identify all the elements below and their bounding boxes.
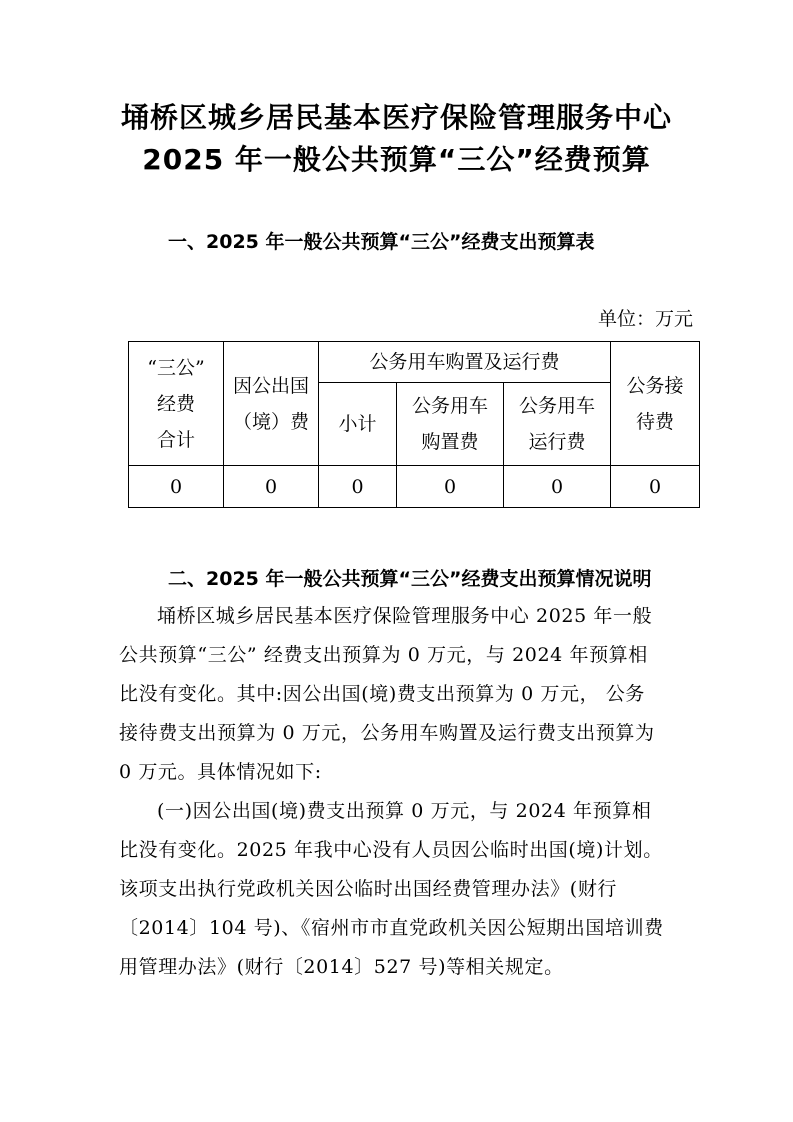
header-total: [129, 342, 224, 466]
three-public-expenses-table: [128, 341, 700, 508]
header-operation-line2: 运行费: [528, 431, 586, 453]
value-operation: 0: [504, 466, 611, 508]
value-subtotal: 0: [319, 466, 397, 508]
header-vehicle-purchase: [397, 383, 504, 466]
paragraph-line: 埇桥区城乡居民基本医疗保险管理服务中心 2025 年一般: [157, 605, 653, 627]
paragraph-line: (一)因公出国(境)费支出预算 0 万元，与 2024 年预算相: [157, 800, 652, 822]
paragraph-line: 比没有变化。2025 年我中心没有人员因公临时出国(境)计划。: [119, 839, 663, 861]
header-abroad: [224, 342, 319, 466]
value-reception: 0: [611, 466, 700, 508]
header-abroad-line1: 因公出国: [232, 374, 309, 397]
value-total: 0: [129, 466, 224, 508]
paragraph-abroad-detail: [119, 792, 699, 987]
header-subtotal: 小计: [319, 383, 397, 466]
section1-heading: 一、2025 年一般公共预算“三公”经费支出预算表: [168, 231, 595, 253]
section2-heading: 二、2025 年一般公共预算“三公”经费支出预算情况说明: [168, 568, 652, 590]
header-total-line3: 合计: [156, 428, 195, 451]
paragraph-line: 公共预算“三公” 经费支出预算为 0 万元，与 2024 年预算相: [119, 644, 648, 666]
header-abroad-line2: （境）费: [232, 410, 309, 433]
header-vehicle-group: 公务用车购置及运行费: [319, 342, 611, 383]
paragraph-line: 用管理办法》(财行〔2014〕527 号)等相关规定。: [119, 956, 564, 978]
value-purchase: 0: [397, 466, 504, 508]
header-purchase-line2: 购置费: [421, 431, 479, 453]
header-operation-line1: 公务用车: [518, 395, 595, 417]
value-abroad: 0: [224, 466, 319, 508]
paragraph-line: 比没有变化。其中:因公出国(境)费支出预算为 0 万元， 公务: [119, 683, 646, 705]
paragraph-line: 该项支出执行党政机关因公临时出国经费管理办法》(财行: [119, 878, 618, 900]
unit-label: 单位：万元: [597, 308, 693, 330]
header-reception-line1: 公务接: [626, 374, 684, 397]
document-title-line2: 2025 年一般公共预算“三公”经费预算: [142, 143, 651, 176]
paragraph-line: 0 万元。具体情况如下:: [119, 761, 322, 783]
header-reception: [611, 342, 700, 466]
document-title-line1: 埇桥区城乡居民基本医疗保险管理服务中心: [120, 101, 672, 134]
header-vehicle-operation: [504, 383, 611, 466]
header-total-line1: “三公”: [147, 356, 205, 379]
header-reception-line2: 待费: [635, 410, 674, 433]
paragraph-line: 接待费支出预算为 0 万元，公务用车购置及运行费支出预算为: [119, 722, 655, 744]
header-purchase-line1: 公务用车: [411, 395, 488, 417]
header-total-line2: 经费: [156, 392, 195, 415]
paragraph-line: 〔2014〕104 号)、《宿州市市直党政机关因公短期出国培训费: [119, 917, 664, 939]
paragraph-summary: [119, 597, 699, 792]
